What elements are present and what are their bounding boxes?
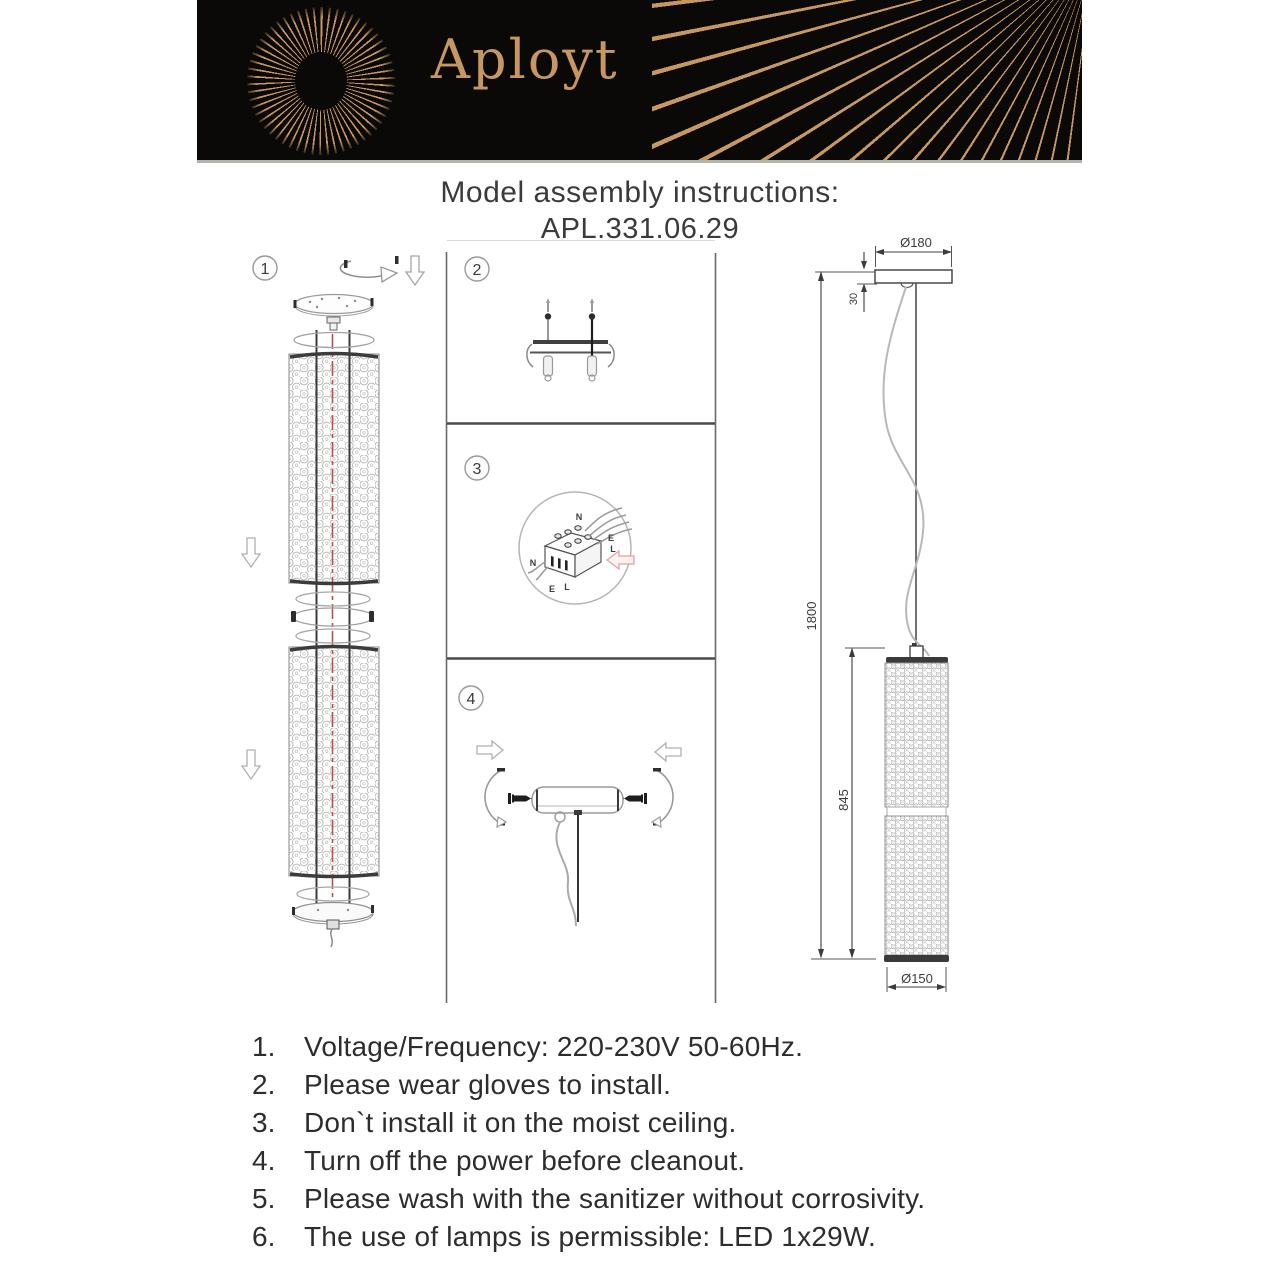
dim-canopy-height	[848, 252, 877, 312]
crystal-shade-lower	[289, 647, 379, 876]
screw-and-anchor-left	[544, 298, 553, 381]
canopy-disc	[294, 295, 374, 317]
panel-dividers	[447, 241, 716, 1004]
wire-label-e: E	[607, 533, 615, 543]
wire-label-n: N	[575, 512, 583, 522]
step3-number: 3	[472, 461, 482, 478]
dim-canopy-diameter	[875, 235, 952, 267]
list-item-number: 1.	[252, 1031, 276, 1062]
crystal-shade-upper	[289, 354, 379, 583]
wire-label-e: E	[548, 584, 556, 594]
wire-label-n: N	[529, 558, 537, 568]
step1-panel	[242, 256, 424, 947]
dim-label-overall-height: 1800	[804, 601, 819, 631]
list-item-text: Don`t install it on the moist ceiling.	[304, 1107, 737, 1138]
list-item	[252, 1180, 1067, 1218]
list-item-text: Please wash with the sanitizer without corrosivity.	[304, 1183, 926, 1214]
down-arrow-icon	[406, 256, 424, 285]
step3-number-badge	[465, 456, 489, 480]
rotate-arc-left-icon	[485, 768, 506, 827]
dim-label-canopy-diameter: Ø180	[900, 235, 932, 250]
right-arrow-icon	[477, 741, 503, 759]
hanging-cord	[883, 287, 929, 656]
step2-panel	[465, 257, 614, 381]
cord-plug	[327, 920, 339, 947]
list-item	[252, 1028, 1067, 1066]
list-item-number: 2.	[252, 1069, 276, 1100]
dim-label-canopy-height: 30	[848, 292, 860, 306]
strain-relief	[327, 317, 340, 330]
down-arrow-icon	[242, 538, 260, 567]
page-title: Model assembly instructions:	[440, 176, 840, 209]
list-item-text: Voltage/Frequency: 220-230V 50-60Hz.	[304, 1031, 804, 1062]
list-item-text: Please wear gloves to install.	[304, 1069, 672, 1100]
dim-label-shade-diameter: Ø150	[901, 971, 933, 986]
step4-panel	[459, 686, 681, 926]
brand-name: Aployt	[431, 28, 619, 91]
rod-connector	[574, 810, 582, 815]
canopy-body	[532, 787, 623, 813]
list-item-text: The use of lamps is permissible: LED 1x29W.	[304, 1221, 876, 1252]
power-cord	[556, 822, 576, 926]
dim-shade-diameter	[887, 967, 946, 992]
list-item-number: 3.	[252, 1107, 276, 1138]
list-item-number: 4.	[252, 1145, 276, 1176]
ceiling-plate	[875, 270, 952, 283]
dimension-drawing	[804, 235, 952, 992]
dim-label-shade-height: 845	[836, 789, 851, 811]
step1-number: 1	[260, 261, 270, 278]
step4-number-badge	[459, 686, 483, 710]
step3-panel	[465, 456, 634, 604]
list-item	[252, 1142, 1067, 1180]
model-number: APL.331.06.29	[540, 213, 740, 245]
step2-number-badge	[465, 257, 489, 281]
list-item-number: 5.	[252, 1183, 276, 1214]
list-item-number: 6.	[252, 1221, 276, 1252]
dim-shade-height	[836, 648, 885, 959]
rotate-arrow-icon	[340, 256, 398, 282]
list-item-text: Turn off the power before cleanout.	[304, 1145, 746, 1176]
list-item	[252, 1066, 1067, 1104]
pendant-shade	[884, 643, 949, 962]
wire-label-l: L	[564, 582, 570, 592]
list-item	[252, 1218, 1067, 1256]
instruction-list	[252, 1028, 1067, 1256]
left-arrow-icon	[655, 743, 681, 761]
wire-label-l: L	[610, 544, 616, 554]
dim-overall-height	[804, 271, 876, 959]
mounting-bracket	[527, 340, 614, 367]
list-item	[252, 1104, 1067, 1142]
step4-number: 4	[466, 691, 476, 708]
rotate-arc-right-icon	[652, 768, 673, 827]
screw-and-anchor-right	[588, 298, 597, 381]
down-arrow-icon	[242, 750, 260, 779]
step2-number: 2	[472, 262, 482, 279]
step1-number-badge	[253, 256, 277, 280]
